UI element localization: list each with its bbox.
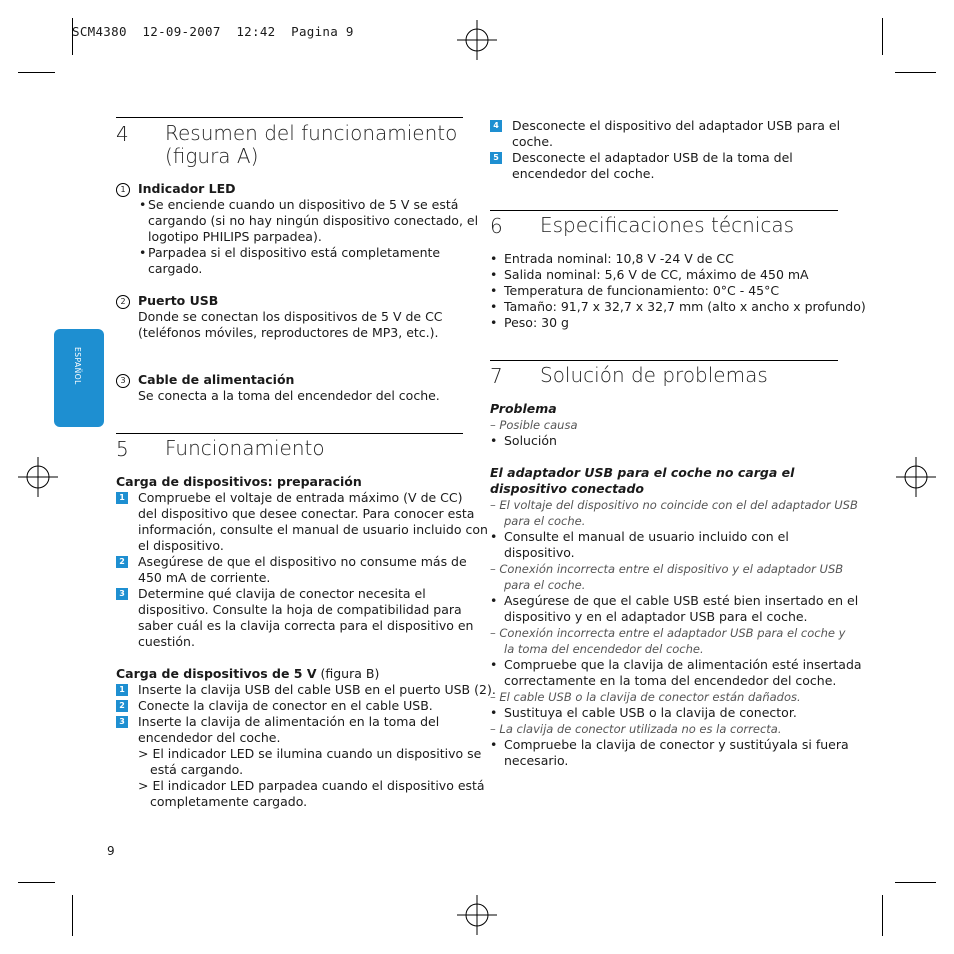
page-number: 9: [107, 844, 115, 858]
step-badge: 1: [116, 684, 128, 696]
text-line: Se conecta a la toma del encendedor del coche.: [138, 388, 440, 403]
solution-line: Consulte el manual de usuario incluido con el: [504, 529, 789, 544]
section-title: Resumen del funcionamiento: [165, 121, 458, 145]
crop-mark: [18, 882, 55, 883]
text-line: Desconecte el dispositivo del adaptador USB para el: [512, 118, 841, 133]
result-line: está cargando.: [150, 762, 244, 777]
step-badge: 3: [116, 588, 128, 600]
problem-title: El adaptador USB para el coche no carga el: [490, 465, 795, 480]
registration-mark-icon: [457, 20, 497, 60]
section-number: 7: [490, 364, 503, 388]
cause-line: – Conexión incorrecta entre el dispositivo y el adaptador USB: [490, 562, 844, 576]
text-line: dispositivo. Consulte la hoja de compatibilidad para: [138, 602, 462, 617]
text-line: Se enciende cuando un dispositivo de 5 V se está: [148, 197, 459, 212]
text-line: información, consulte el manual de usuario incluido con: [138, 522, 488, 537]
item-title: Cable de alimentación: [138, 372, 295, 387]
solution-line: Compruebe la clavija de conector y sustitúyala si fuera: [504, 737, 849, 752]
section-number: 5: [116, 437, 129, 461]
result-line: completamente cargado.: [150, 794, 308, 809]
crop-mark: [895, 72, 936, 73]
text-line: coche.: [512, 134, 553, 149]
bullet: •: [490, 299, 498, 314]
spec-item: Salida nominal: 5,6 V de CC, máximo de 450 mA: [504, 267, 809, 282]
section-title: Solución de problemas: [540, 363, 768, 387]
cause-line: – La clavija de conector utilizada no es la correcta.: [490, 722, 782, 736]
text-line: encendedor del coche.: [512, 166, 655, 181]
solution-line: dispositivo.: [504, 545, 575, 560]
solution-line: correctamente en la toma del encendedor del coche.: [504, 673, 837, 688]
step-badge: 2: [116, 700, 128, 712]
step-badge: 1: [116, 492, 128, 504]
registration-mark-icon: [896, 457, 936, 497]
text-line: logotipo PHILIPS parpadea).: [148, 229, 322, 244]
item-title: Puerto USB: [138, 293, 219, 308]
text-line: Inserte la clavija de alimentación en la toma del: [138, 714, 440, 729]
step-badge: 4: [490, 120, 502, 132]
crop-mark: [882, 895, 883, 936]
cause-line: la toma del encendedor del coche.: [504, 642, 704, 656]
text-line: Determine qué clavija de conector necesita el: [138, 586, 426, 601]
result-line: > El indicador LED parpadea cuando el dispositivo está: [138, 778, 485, 793]
bullet: •: [490, 705, 498, 720]
section-title: Especificaciones técnicas: [540, 213, 795, 237]
crop-mark: [72, 895, 73, 936]
registration-mark-icon: [18, 457, 58, 497]
solution-line: necesario.: [504, 753, 569, 768]
section-rule: [116, 433, 463, 434]
language-tab-label: ESPAÑOL: [73, 347, 82, 385]
bullet: •: [490, 433, 498, 448]
subheading-rest: (figura B): [316, 666, 380, 681]
step-badge: 3: [116, 716, 128, 728]
crop-mark: [882, 18, 883, 55]
subheading: [116, 666, 379, 682]
text-line: cuestión.: [138, 634, 195, 649]
legend-problem: Problema: [490, 401, 557, 416]
solution-line: Asegúrese de que el cable USB esté bien insertado en el: [504, 593, 859, 608]
text-line: Donde se conectan los dispositivos de 5 V de CC: [138, 309, 443, 324]
spec-item: Temperatura de funcionamiento: 0°C - 45°C: [504, 283, 780, 298]
section-number: 4: [116, 122, 129, 146]
solution-line: Compruebe que la clavija de alimentación esté insertada: [504, 657, 862, 672]
step-badge: 2: [116, 556, 128, 568]
callout-badge: 3: [116, 374, 130, 388]
step-badge: 5: [490, 152, 502, 164]
text-line: Parpadea si el dispositivo está completamente: [148, 245, 441, 260]
spec-item: Peso: 30 g: [504, 315, 569, 330]
bullet: •: [139, 197, 147, 212]
section-rule: [116, 117, 463, 118]
text-line: encendedor del coche.: [138, 730, 281, 745]
print-slug: SCM4380 12-09-2007 12:42 Pagina 9: [72, 24, 354, 39]
text-line: Inserte la clavija USB del cable USB en el puerto USB (2).: [138, 682, 496, 697]
text-line: cargando (si no hay ningún dispositivo conectado, el: [148, 213, 479, 228]
legend-solution: Solución: [504, 433, 557, 448]
section-title: Funcionamiento: [165, 436, 325, 460]
cause-line: para el coche.: [504, 578, 586, 592]
legend-cause: – Posible causa: [490, 418, 578, 432]
section-rule: [490, 360, 838, 361]
text-line: Asegúrese de que el dispositivo no consume más de: [138, 554, 467, 569]
subheading: Carga de dispositivos: preparación: [116, 474, 362, 489]
section-rule: [490, 210, 838, 211]
bullet: •: [490, 529, 498, 544]
text-line: Desconecte el adaptador USB de la toma del: [512, 150, 793, 165]
solution-line: dispositivo y en el adaptador USB para el coche.: [504, 609, 808, 624]
language-tab: [54, 329, 104, 427]
bullet: •: [490, 267, 498, 282]
text-line: el dispositivo.: [138, 538, 224, 553]
crop-mark: [895, 882, 936, 883]
section-number: 6: [490, 214, 503, 238]
bullet: •: [490, 657, 498, 672]
crop-mark: [18, 72, 55, 73]
subheading-bold: Carga de dispositivos de 5 V: [116, 666, 317, 681]
callout-badge: 1: [116, 183, 130, 197]
registration-mark-icon: [457, 895, 497, 935]
bullet: •: [490, 315, 498, 330]
text-line: saber cuál es la clavija correcta para el dispositivo en: [138, 618, 474, 633]
item-title: Indicador LED: [138, 181, 236, 196]
spec-item: Tamaño: 91,7 x 32,7 x 32,7 mm (alto x ancho x profundo): [504, 299, 866, 314]
text-line: Compruebe el voltaje de entrada máximo (V de CC): [138, 490, 463, 505]
bullet: •: [490, 593, 498, 608]
problem-title: dispositivo conectado: [490, 481, 645, 496]
result-line: > El indicador LED se ilumina cuando un dispositivo se: [138, 746, 482, 761]
solution-line: Sustituya el cable USB o la clavija de conector.: [504, 705, 797, 720]
text-line: cargado.: [148, 261, 203, 276]
cause-line: – El cable USB o la clavija de conector están dañados.: [490, 690, 801, 704]
cause-line: – Conexión incorrecta entre el adaptador USB para el coche y: [490, 626, 846, 640]
spec-item: Entrada nominal: 10,8 V -24 V de CC: [504, 251, 734, 266]
callout-badge: 2: [116, 295, 130, 309]
text-line: del dispositivo que desee conectar. Para conocer esta: [138, 506, 475, 521]
section-title-cont: (figura A): [165, 144, 259, 168]
bullet: •: [490, 251, 498, 266]
text-line: (teléfonos móviles, reproductores de MP3, etc.).: [138, 325, 439, 340]
cause-line: – El voltaje del dispositivo no coincide con el del adaptador USB: [490, 498, 858, 512]
text-line: 450 mA de corriente.: [138, 570, 271, 585]
cause-line: para el coche.: [504, 514, 586, 528]
text-line: Conecte la clavija de conector en el cable USB.: [138, 698, 433, 713]
bullet: •: [490, 283, 498, 298]
bullet: •: [490, 737, 498, 752]
bullet: •: [139, 245, 147, 260]
